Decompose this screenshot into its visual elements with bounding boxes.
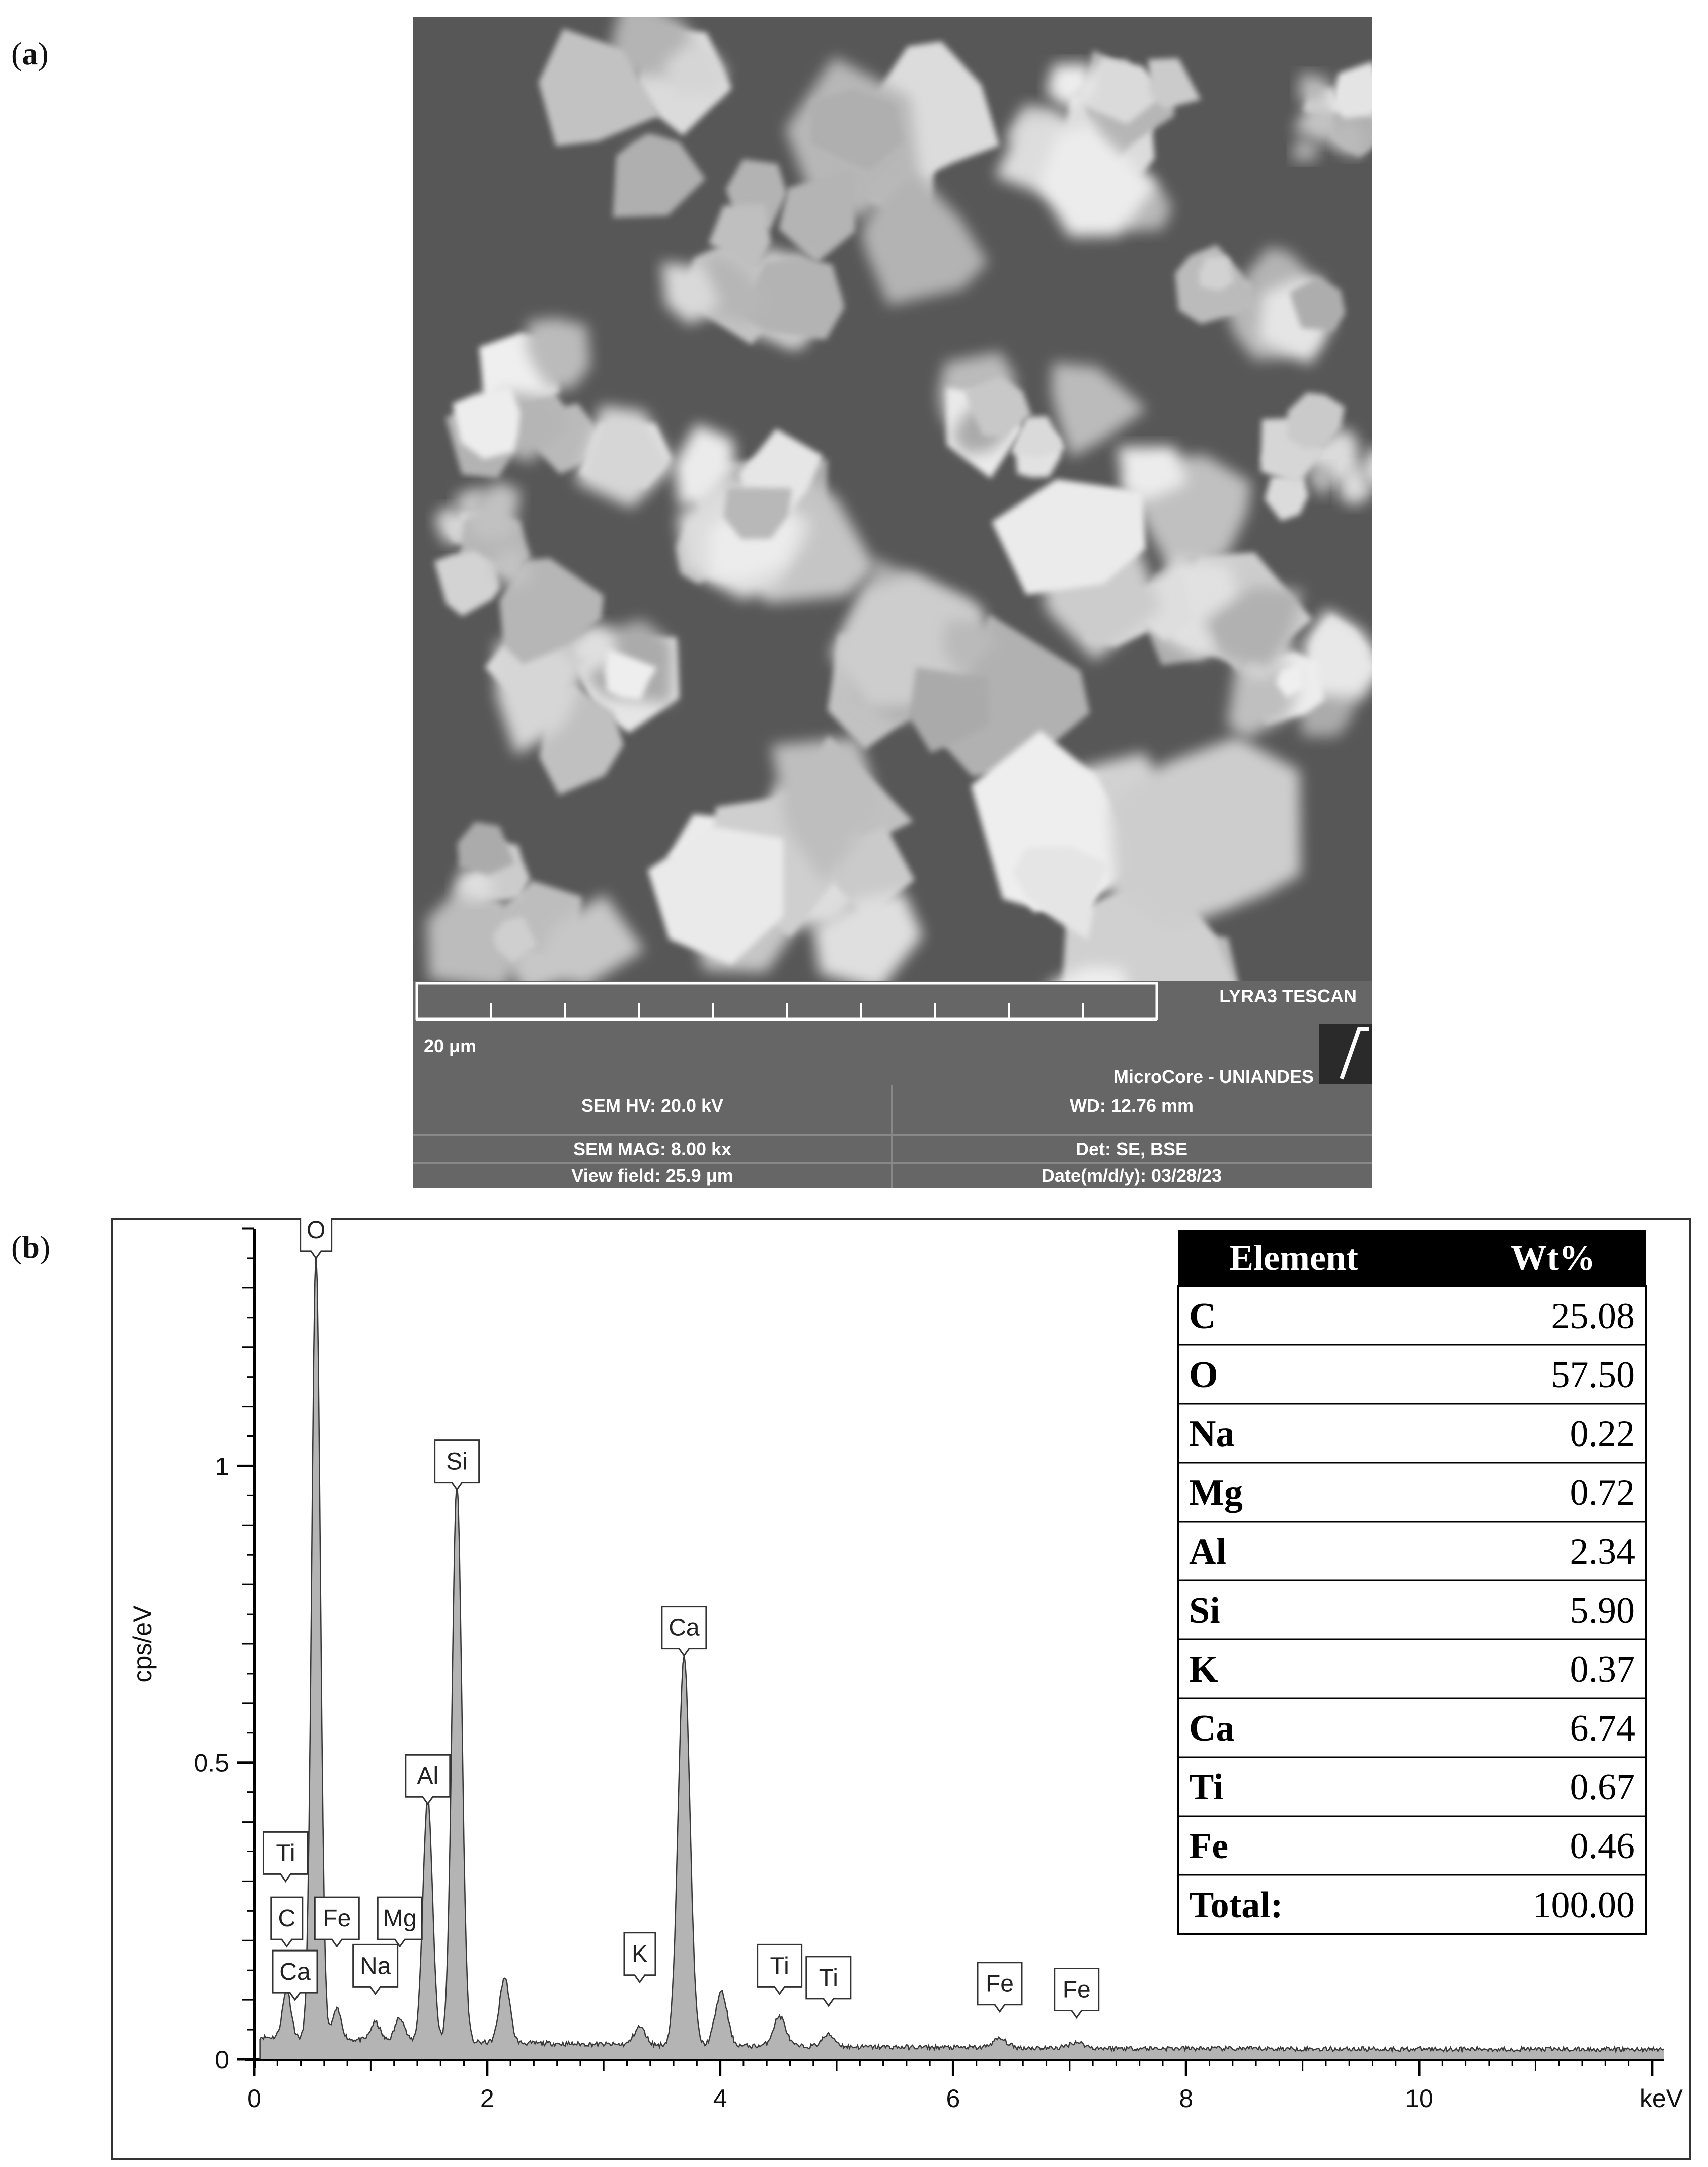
y-tick-label: 1 — [215, 1452, 229, 1481]
table-cell-wt: 2.34 — [1570, 1531, 1635, 1572]
composition-table — [1178, 1230, 1646, 1934]
table-cell-element: Al — [1189, 1531, 1226, 1572]
peak-label — [758, 1944, 802, 1994]
table-cell-wt: 57.50 — [1551, 1354, 1635, 1396]
table-cell-wt: 0.72 — [1570, 1472, 1635, 1513]
table-cell-element: Na — [1189, 1413, 1235, 1455]
peak-label — [378, 1897, 422, 1946]
table-cell-wt: 5.90 — [1570, 1590, 1635, 1631]
y-tick-label: 0 — [215, 2046, 229, 2074]
svg-text:Ti: Ti — [819, 1964, 838, 1991]
acquisition-date: Date(m/d/y): 03/28/23 — [1041, 1165, 1222, 1186]
sem-mag: SEM MAG: 8.00 kx — [573, 1139, 732, 1160]
scale-bar-label: 20 μm — [424, 1036, 477, 1056]
peak-label — [406, 1755, 450, 1804]
svg-text:Si: Si — [446, 1448, 468, 1475]
svg-text:Ca: Ca — [669, 1614, 700, 1641]
svg-text:K: K — [631, 1940, 648, 1968]
peak-label — [978, 1963, 1022, 2012]
x-tick-label: 6 — [946, 2084, 960, 2113]
svg-text:Fe: Fe — [985, 1970, 1014, 1997]
detector: Det: SE, BSE — [1075, 1139, 1188, 1160]
peak-label — [1055, 1969, 1099, 2018]
table-header-element: Element — [1229, 1238, 1358, 1278]
peak-label — [353, 1944, 398, 1994]
table-cell-element: K — [1189, 1649, 1218, 1690]
svg-text:Al: Al — [417, 1763, 439, 1790]
eds-spectrum-chart — [111, 1218, 1691, 2162]
panel-a-label: (a) — [11, 36, 49, 71]
svg-text:Fe: Fe — [323, 1905, 351, 1932]
table-cell-wt: 0.67 — [1570, 1767, 1635, 1808]
view-field: View field: 25.9 μm — [571, 1165, 733, 1186]
table-cell-wt: 0.22 — [1570, 1413, 1635, 1455]
table-cell-element: Ti — [1189, 1767, 1224, 1808]
svg-text:O: O — [306, 1218, 326, 1244]
svg-text:Ca: Ca — [279, 1959, 311, 1986]
peak-label — [315, 1897, 359, 1946]
sem-hv: SEM HV: 20.0 kV — [581, 1095, 724, 1116]
panel-b-label: (b) — [11, 1229, 51, 1265]
x-tick-label: 4 — [713, 2084, 727, 2113]
peak-label — [273, 1951, 317, 2000]
x-tick-label: 8 — [1179, 2084, 1194, 2113]
x-tick-label: 2 — [480, 2084, 494, 2113]
x-axis-label: keV — [1639, 2084, 1683, 2113]
svg-text:Ti: Ti — [770, 1953, 789, 1980]
peak-label — [662, 1607, 706, 1656]
table-cell-wt: 0.37 — [1570, 1649, 1635, 1690]
instrument-label: LYRA3 TESCAN — [1219, 986, 1357, 1006]
table-cell-wt: 100.00 — [1532, 1885, 1635, 1926]
y-axis-label: cps/eV — [128, 1605, 157, 1683]
table-cell-wt: 0.46 — [1570, 1826, 1635, 1867]
peak-label — [435, 1440, 479, 1490]
peak-label — [806, 1957, 851, 2006]
table-header-wt: Wt% — [1511, 1238, 1595, 1278]
svg-text:C: C — [278, 1905, 296, 1932]
working-distance: WD: 12.76 mm — [1069, 1095, 1194, 1116]
table-cell-element: Fe — [1189, 1826, 1229, 1867]
x-tick-label: 0 — [247, 2084, 261, 2113]
table-cell-element: Ca — [1189, 1708, 1235, 1749]
sem-info-bar — [413, 981, 1372, 1188]
sem-micrograph — [413, 17, 1372, 1188]
table-cell-wt: 25.08 — [1551, 1295, 1635, 1337]
peak-label — [271, 1897, 303, 1946]
table-cell-element: O — [1189, 1354, 1218, 1396]
table-cell-element: C — [1189, 1295, 1216, 1337]
table-cell-element: Si — [1189, 1590, 1220, 1631]
peak-label — [624, 1933, 655, 1982]
svg-text:Ti: Ti — [276, 1840, 295, 1867]
facility-label: MicroCore - UNIANDES — [1113, 1066, 1314, 1087]
table-cell-element: Mg — [1189, 1472, 1243, 1513]
svg-text:Mg: Mg — [383, 1905, 417, 1932]
x-tick-label: 10 — [1405, 2084, 1433, 2113]
y-tick-label: 0.5 — [194, 1749, 229, 1777]
svg-text:Na: Na — [359, 1953, 391, 1980]
table-cell-element: Total: — [1189, 1885, 1283, 1926]
table-cell-wt: 6.74 — [1570, 1708, 1635, 1749]
peak-label — [263, 1832, 308, 1881]
svg-text:Fe: Fe — [1062, 1976, 1091, 2003]
